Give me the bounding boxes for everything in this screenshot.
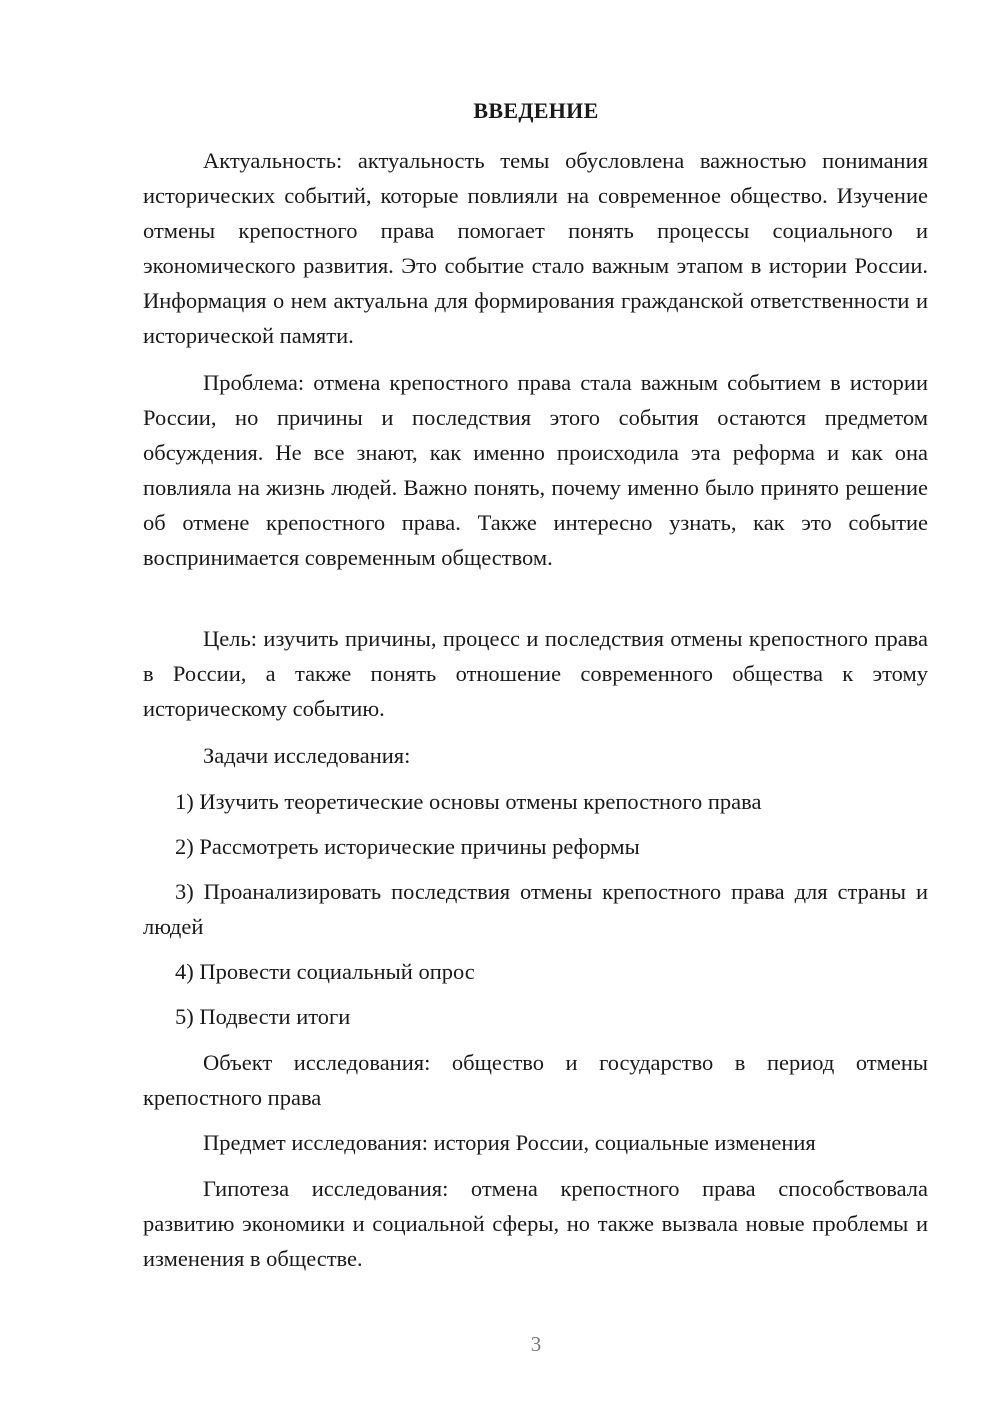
paragraph-problem: Проблема: отмена крепостного права стала важным событием в истории России, но причины и последствия этого события остаются предметом обсуждения. Не все знают, как именно происходила эта реформа и как она повлияла на жизнь людей. Важно понять, почему именно было принято решение об отмене крепостного права. Также интересно узнать, как это событие воспринимается современным обществом.: [143, 370, 928, 570]
tasks-heading: Задачи исследования:: [203, 743, 411, 768]
task-item: 4) Провести социальный опрос: [175, 959, 475, 984]
paragraph-hypothesis: Гипотеза исследования: отмена крепостного права способствовала развитию экономики и социальной сферы, но также вызвала новые проблемы и изменения в обществе.: [143, 1176, 928, 1271]
task-item: 5) Подвести итоги: [175, 1004, 351, 1029]
section-title: ВВЕДЕНИЕ: [473, 98, 599, 123]
task-item: 2) Рассмотреть исторические причины реформы: [175, 834, 640, 859]
paragraph-object: Объект исследования: общество и государство в период отмены крепостного права: [143, 1050, 928, 1110]
task-item: 3) Проанализировать последствия отмены крепостного права для страны и людей: [143, 879, 928, 939]
paragraph-subject: Предмет исследования: история России, социальные изменения: [203, 1130, 816, 1155]
page-number: 3: [530, 1332, 542, 1356]
paragraph-goal: Цель: изучить причины, процесс и последствия отмены крепостного права в России, а также понять отношение современного общества к этому историческому событию.: [143, 626, 928, 721]
paragraph-relevance: Актуальность: актуальность темы обусловлена важностью понимания исторических событий, которые повлияли на современное общество. Изучение отмены крепостного права помогает понять процессы социального и экономического развития. Это событие стало важным этапом в истории России. Информация о нем актуальна для формирования гражданской ответственности и исторической памяти.: [143, 148, 928, 348]
task-item: 1) Изучить теоретические основы отмены крепостного права: [175, 789, 762, 814]
